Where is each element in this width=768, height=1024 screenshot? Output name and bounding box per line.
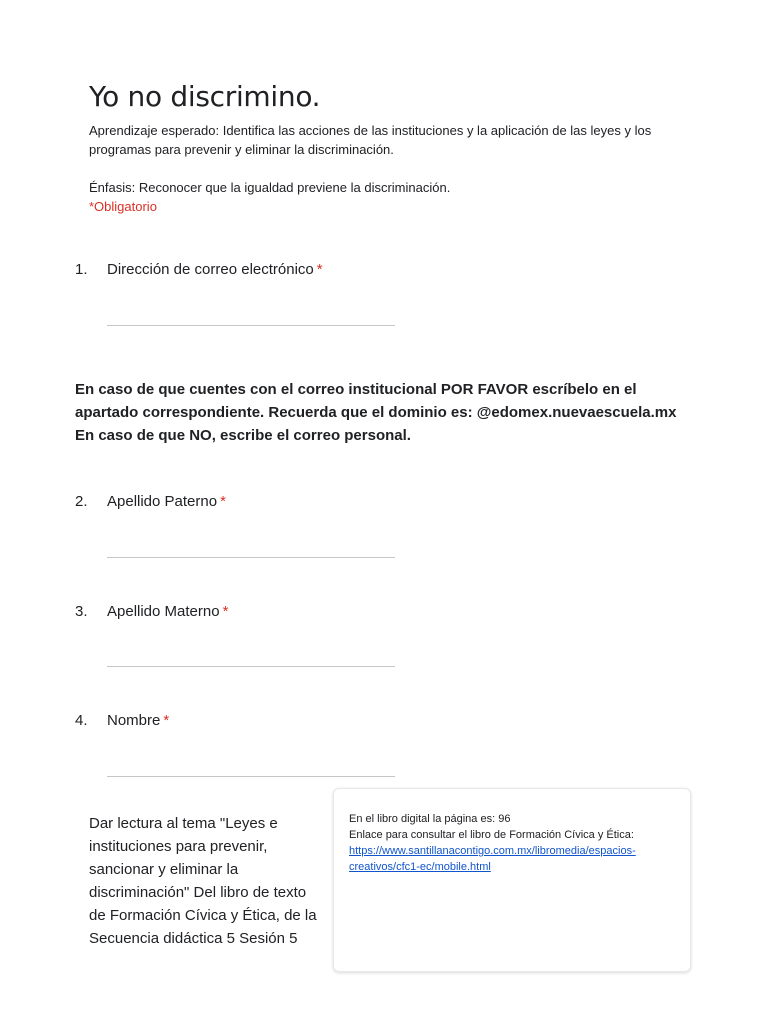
- form-description: [89, 121, 669, 216]
- book-link[interactable]: https://www.santillanacontigo.com.mx/libromedia/espacios-creativos/cfc1-ec/mobile.html: [349, 845, 636, 873]
- question-label: Dirección de correo electrónico: [107, 261, 314, 278]
- book-info-card: [333, 788, 691, 972]
- required-asterisk: *: [163, 712, 170, 729]
- question-nombre: [75, 712, 169, 729]
- emphasis-text: Énfasis: Reconocer que la igualdad previene la discriminación.: [89, 180, 451, 195]
- learning-goal-text: Aprendizaje esperado: Identifica las acciones de las instituciones y la aplicación de las leyes y los programas para prevenir y eliminar la discriminación.: [89, 123, 652, 157]
- form-title: Yo no discrimino.: [89, 80, 321, 113]
- question-number: 3.: [75, 603, 88, 620]
- email-instructions: [75, 378, 685, 447]
- question-number: 1.: [75, 261, 88, 278]
- nombre-answer-field[interactable]: [107, 776, 395, 777]
- question-apellido-paterno: [75, 493, 226, 510]
- email-answer-field[interactable]: [107, 325, 395, 326]
- required-asterisk: *: [222, 603, 229, 620]
- question-apellido-materno: [75, 603, 228, 620]
- question-label: Nombre: [107, 712, 161, 729]
- instructions-line-1: En caso de que cuentes con el correo institucional POR FAVOR escríbelo en el apartado correspondiente. Recuerda que el dominio es: @edomex.nuevaescuela.mx: [75, 381, 677, 421]
- question-label: Apellido Paterno: [107, 493, 218, 510]
- question-number: 4.: [75, 712, 88, 729]
- apellido-materno-answer-field[interactable]: [107, 666, 395, 667]
- required-asterisk: *: [220, 493, 226, 510]
- instructions-line-2: En caso de que NO, escribe el correo personal.: [75, 427, 411, 444]
- reading-instruction: Dar lectura al tema "Leyes e instituciones para prevenir, sancionar y eliminar la discriminación" Del libro de texto de Formación Cívica y Ética, de la Secuencia didáctica 5 Sesión 5: [89, 815, 317, 947]
- apellido-paterno-answer-field[interactable]: [107, 557, 395, 558]
- required-note: *Obligatorio: [89, 199, 157, 214]
- question-label: Apellido Materno: [107, 603, 220, 620]
- book-page-text: En el libro digital la página es: 96: [349, 813, 511, 825]
- question-number: 2.: [75, 493, 88, 510]
- required-asterisk: *: [316, 261, 323, 278]
- book-link-intro: Enlace para consultar el libro de Formación Cívica y Ética:: [349, 829, 634, 841]
- question-email: [75, 261, 323, 278]
